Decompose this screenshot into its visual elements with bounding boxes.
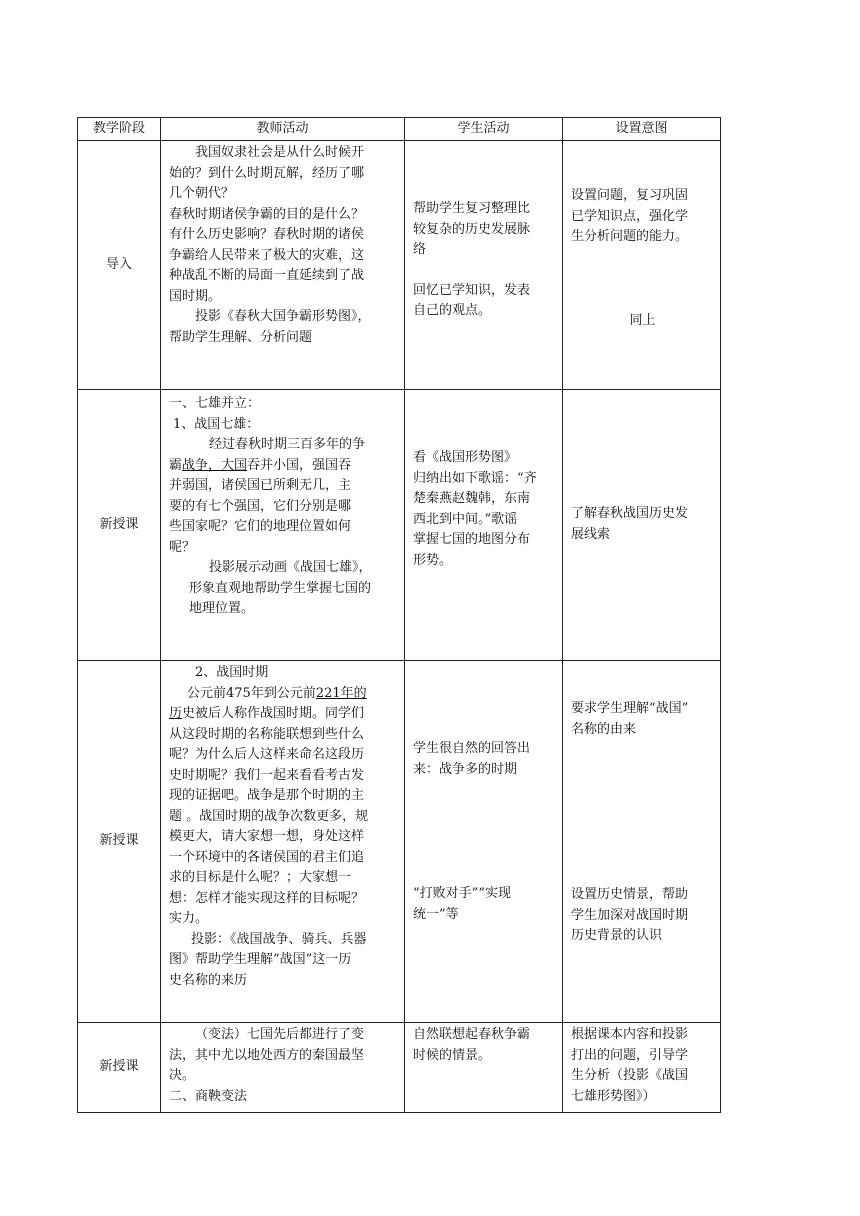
- text-line: 学生加深对战国时期: [571, 907, 689, 923]
- text-line: 要求学生理解“战国”: [571, 701, 689, 716]
- text-line: 投影：《战国战争、骑兵、兵器: [191, 931, 367, 947]
- text-line: 1、战国七雄：: [173, 416, 260, 432]
- stage-cell: 新授课: [78, 390, 161, 661]
- text-line: 自然联想起春秋争霸: [413, 1027, 531, 1042]
- text-line: 始的？到什么时期瓦解，经历了哪: [169, 165, 365, 181]
- text-line: 国时期。: [169, 288, 222, 304]
- text-line: 名称的由来: [571, 721, 637, 737]
- text-line: 打出的问题，引导学: [571, 1047, 689, 1063]
- text-line: 历史被后人称作战国时期。同学们: [169, 706, 365, 721]
- text-line: 现的证据吧。战争是那个时期的主: [169, 788, 365, 803]
- text-line: 学生很自然的回答出: [413, 741, 531, 756]
- text-line: 霸战争，大国吞并小国，强国吞: [169, 457, 352, 473]
- text-line: 公元前475年到公元前221年的: [187, 685, 367, 701]
- text-line: 一个环境中的各诸侯国的君主们追: [169, 849, 365, 865]
- text-line: 形势。: [413, 552, 453, 568]
- text-line: 一、七雄并立：: [169, 396, 261, 411]
- header-teacher: 教师活动: [161, 118, 405, 141]
- student-activity-cell: [405, 141, 563, 390]
- text-line: 根据课本内容和投影: [571, 1027, 689, 1042]
- student-activity-cell: [405, 390, 563, 661]
- text-line: 我国奴隶社会是从什么时候开: [195, 145, 365, 160]
- text-line: 同上: [629, 312, 656, 328]
- text-line: 较复杂的历史发展脉: [413, 221, 531, 237]
- stage-cell: 新授课: [78, 661, 161, 1023]
- text-line: 种战乱不断的局面一直延续到了战: [169, 268, 365, 283]
- text-line: 决。: [169, 1068, 196, 1083]
- table-row: [78, 661, 721, 1023]
- teacher-activity-cell: [161, 141, 405, 390]
- text-line: 几个朝代？: [169, 186, 235, 201]
- text-line: 求的目标是什么呢？；大家想一: [169, 870, 352, 885]
- lesson-plan-table: [77, 117, 721, 1113]
- text-line: 春秋时期诸侯争霸的目的是什么？: [169, 206, 365, 222]
- teacher-activity-cell: [161, 661, 405, 1023]
- text-line: “打败对手”“实现: [413, 886, 511, 901]
- text-line: 要的有七个强国，它们分别是哪: [169, 498, 352, 514]
- table-row: [78, 390, 721, 661]
- text-line: （变法）七国先后都进行了变: [195, 1027, 365, 1042]
- teacher-activity-cell: [161, 1023, 405, 1113]
- teacher-activity-cell: [161, 390, 405, 661]
- text-line: 掌握七国的地图分布: [413, 532, 531, 547]
- text-line: 帮助学生复习整理比: [413, 201, 531, 216]
- text-line: 展线索: [571, 526, 611, 542]
- text-line: 二、商鞅变法: [169, 1088, 248, 1104]
- text-line: 络: [413, 242, 427, 257]
- intent-cell: [563, 141, 721, 390]
- text-line: 投影《春秋大国争霸形势图》，: [195, 309, 371, 324]
- text-line: 呢？为什么后人这样来命名这段历: [169, 747, 365, 762]
- header-intent: 设置意图: [563, 118, 721, 141]
- text-line: 些国家呢？它们的地理位置如何: [169, 519, 352, 534]
- text-line: 2、战国时期: [195, 665, 269, 680]
- table-row: [78, 1023, 721, 1113]
- text-line: 生分析问题的能力。: [571, 229, 689, 244]
- text-line: 归纳出如下歌谣：“齐: [413, 470, 537, 486]
- text-line: 争霸给人民带来了极大的灾难，这: [169, 247, 365, 263]
- text-line: 了解春秋战国历史发: [571, 506, 689, 521]
- text-line: 经过春秋时期三百多年的争: [209, 437, 366, 452]
- text-line: 楚秦燕赵魏韩，东南: [413, 491, 531, 506]
- student-activity-cell: [405, 1023, 563, 1113]
- student-activity-cell: [405, 661, 563, 1023]
- text-line: 投影展示动画《战国七雄》，: [209, 560, 372, 575]
- stage-cell: 导入: [78, 141, 161, 390]
- header-stage: 教学阶段: [78, 118, 161, 141]
- text-line: 自己的观点。: [413, 303, 492, 318]
- text-line: 回忆已学知识，发表: [413, 282, 531, 298]
- text-line: 史时期呢？我们一起来看看考古发: [169, 767, 365, 783]
- intent-cell: [563, 661, 721, 1023]
- text-line: 已学知识点，强化学: [571, 208, 689, 224]
- text-line: 时候的情景。: [413, 1047, 492, 1063]
- text-line: 设置历史情景，帮助: [571, 887, 689, 902]
- text-line: 想：怎样才能实现这样的目标呢？: [169, 890, 365, 906]
- underlined-text: 历: [169, 706, 183, 721]
- text-line: 图》帮助学生理解“战国”这一历: [169, 952, 352, 967]
- text-line: 有什么历史影响？春秋时期的诸侯: [169, 227, 365, 242]
- text-line: 实力。: [169, 911, 209, 926]
- text-line: 七雄形势图》）: [571, 1088, 656, 1104]
- text-line: 统一”等: [413, 906, 459, 922]
- stage-cell: 新授课: [78, 1023, 161, 1113]
- intent-cell: [563, 1023, 721, 1113]
- text-line: 题 。战国时期的战争次数更多，规: [169, 808, 369, 824]
- text-line: 历史背景的认识: [571, 928, 663, 943]
- text-line: 来：战争多的时期: [413, 761, 518, 777]
- text-line: 呢？: [169, 539, 196, 555]
- text-line: 形象直观地帮助学生掌握七国的: [189, 580, 372, 596]
- text-line: 模更大，请大家想一想，身处这样: [169, 829, 365, 844]
- text-line: 帮助学生理解、分析问题: [169, 329, 313, 345]
- header-student: 学生活动: [405, 118, 563, 141]
- text-line: 史名称的来历: [169, 972, 248, 988]
- text-line: 从这段时期的名称能联想到些什么: [169, 726, 365, 742]
- table-row: [78, 141, 721, 390]
- text-line: 并弱国，诸侯国已所剩无几，主: [169, 478, 352, 493]
- text-line: 地理位置。: [189, 601, 255, 616]
- text-line: 法，其中尤以地处西方的秦国最坚: [169, 1047, 365, 1063]
- text-line: 设置问题，复习巩固: [571, 188, 689, 203]
- underlined-text: 221年的: [315, 685, 367, 701]
- header-row: [78, 118, 721, 141]
- text-line: 看《战国形势图》: [413, 450, 518, 465]
- text-line: 西北到中间。”歌谣: [413, 511, 518, 527]
- text-line: 生分析（投影《战国: [571, 1068, 689, 1083]
- underlined-text: 战争，大国: [182, 457, 248, 473]
- intent-cell: [563, 390, 721, 661]
